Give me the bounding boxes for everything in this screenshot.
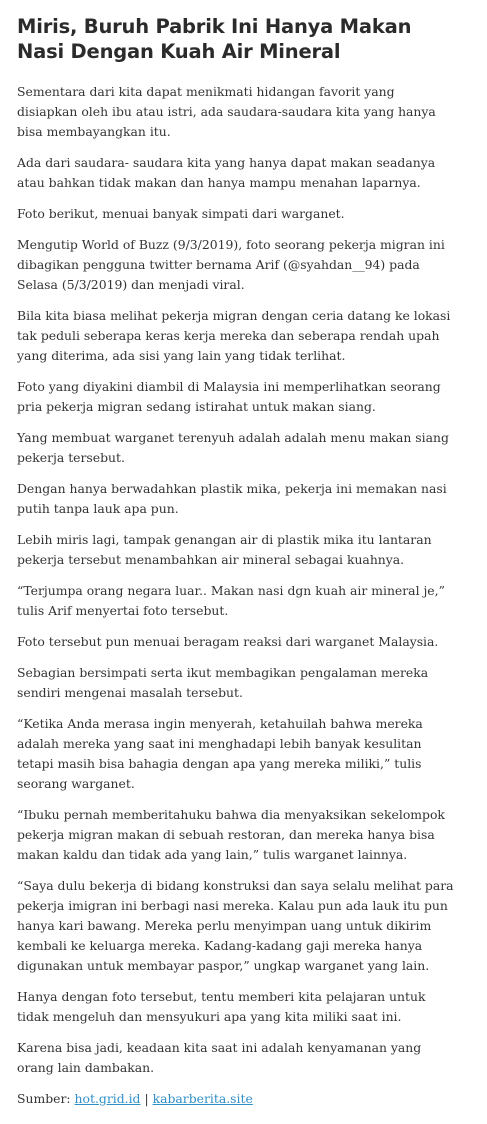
article-paragraph-4: Mengutip World of Buzz (9/3/2019), foto seorang pekerja migran ini dibagikan pengguna twitter bernama Arif (@syahdan__94) pada Selasa (5/3/2019) dan menjadi viral. bbox=[17, 237, 445, 292]
article-paragraph-13: “Ketika Anda merasa ingin menyerah, ketahuilah bahwa mereka adalah mereka yang saat ini menghadapi lebih banyak kesulitan tetapi masih bisa bahagia dengan apa yang mereka miliki,” tulis seorang warganet. bbox=[17, 716, 423, 791]
article-paragraph-9: Lebih miris lagi, tampak genangan air di plastik mika itu lantaran pekerja tersebut menambahkan air mineral sebagai kuahnya. bbox=[17, 532, 432, 567]
article-paragraph-3: Foto berikut, menuai banyak simpati dari warganet. bbox=[17, 206, 345, 221]
source-label: Sumber: bbox=[17, 1091, 71, 1106]
article bbox=[17, 14, 457, 1109]
article-paragraph-16: Hanya dengan foto tersebut, tentu memberi kita pelajaran untuk tidak mengeluh dan mensyukuri apa yang kita miliki saat ini. bbox=[17, 989, 426, 1024]
article-paragraph-14: “Ibuku pernah memberitahuku bahwa dia menyaksikan sekelompok pekerja migran makan di sebuah restoran, dan mereka hanya bisa makan kaldu dan tidak ada yang lain,” tulis warganet lainnya. bbox=[17, 807, 445, 862]
article-paragraph-7: Yang membuat warganet terenyuh adalah adalah menu makan siang pekerja tersebut. bbox=[17, 430, 449, 465]
source-line bbox=[17, 1089, 457, 1109]
article-paragraph-6: Foto yang diyakini diambil di Malaysia ini memperlihatkan seorang pria pekerja migran sedang istirahat untuk makan siang. bbox=[17, 379, 441, 414]
article-paragraph-15: “Saya dulu bekerja di bidang konstruksi dan saya selalu melihat para pekerja imigran ini berbagi nasi mereka. Kalau pun ada lauk itu pun hanya kari bawang. Mereka perlu menyimpan uang untuk dikirim kembali ke keluarga mereka. Kadang-kadang gaji mereka hanya digunakan untuk membayar paspor,” ungkap warganet yang lain. bbox=[17, 878, 454, 973]
article-paragraph-10: “Terjumpa orang negara luar.. Makan nasi dgn kuah air mineral je,” tulis Arif menyertai foto tersebut. bbox=[17, 583, 445, 618]
article-paragraph-5: Bila kita biasa melihat pekerja migran dengan ceria datang ke lokasi tak peduli seberapa keras kerja mereka dan seberapa rendah upah yang diterima, ada sisi yang lain yang tidak terlihat. bbox=[17, 308, 451, 363]
article-paragraph-17: Karena bisa jadi, keadaan kita saat ini adalah kenyamanan yang orang lain dambakan. bbox=[17, 1040, 422, 1075]
article-paragraph-8: Dengan hanya berwadahkan plastik mika, pekerja ini memakan nasi putih tanpa lauk apa pun. bbox=[17, 481, 447, 516]
source-link-hot-grid[interactable]: hot.grid.id bbox=[74, 1091, 141, 1106]
article-paragraph-2: Ada dari saudara- saudara kita yang hanya dapat makan seadanya atau bahkan tidak makan dan hanya mampu menahan laparnya. bbox=[17, 155, 436, 190]
article-paragraph-12: Sebagian bersimpati serta ikut membagikan pengalaman mereka sendiri mengenai masalah tersebut. bbox=[17, 665, 429, 700]
source-link-kabarberita[interactable]: kabarberita.site bbox=[152, 1091, 253, 1106]
source-separator: | bbox=[144, 1091, 149, 1106]
article-paragraph-11: Foto tersebut pun menuai beragam reaksi dari warganet Malaysia. bbox=[17, 634, 439, 649]
article-title: Miris, Buruh Pabrik Ini Hanya Makan Nasi Dengan Kuah Air Mineral bbox=[17, 15, 412, 63]
article-paragraph-1: Sementara dari kita dapat menikmati hidangan favorit yang disiapkan oleh ibu atau istri, ada saudara-saudara kita yang hanya bisa membayangkan itu. bbox=[17, 84, 436, 139]
